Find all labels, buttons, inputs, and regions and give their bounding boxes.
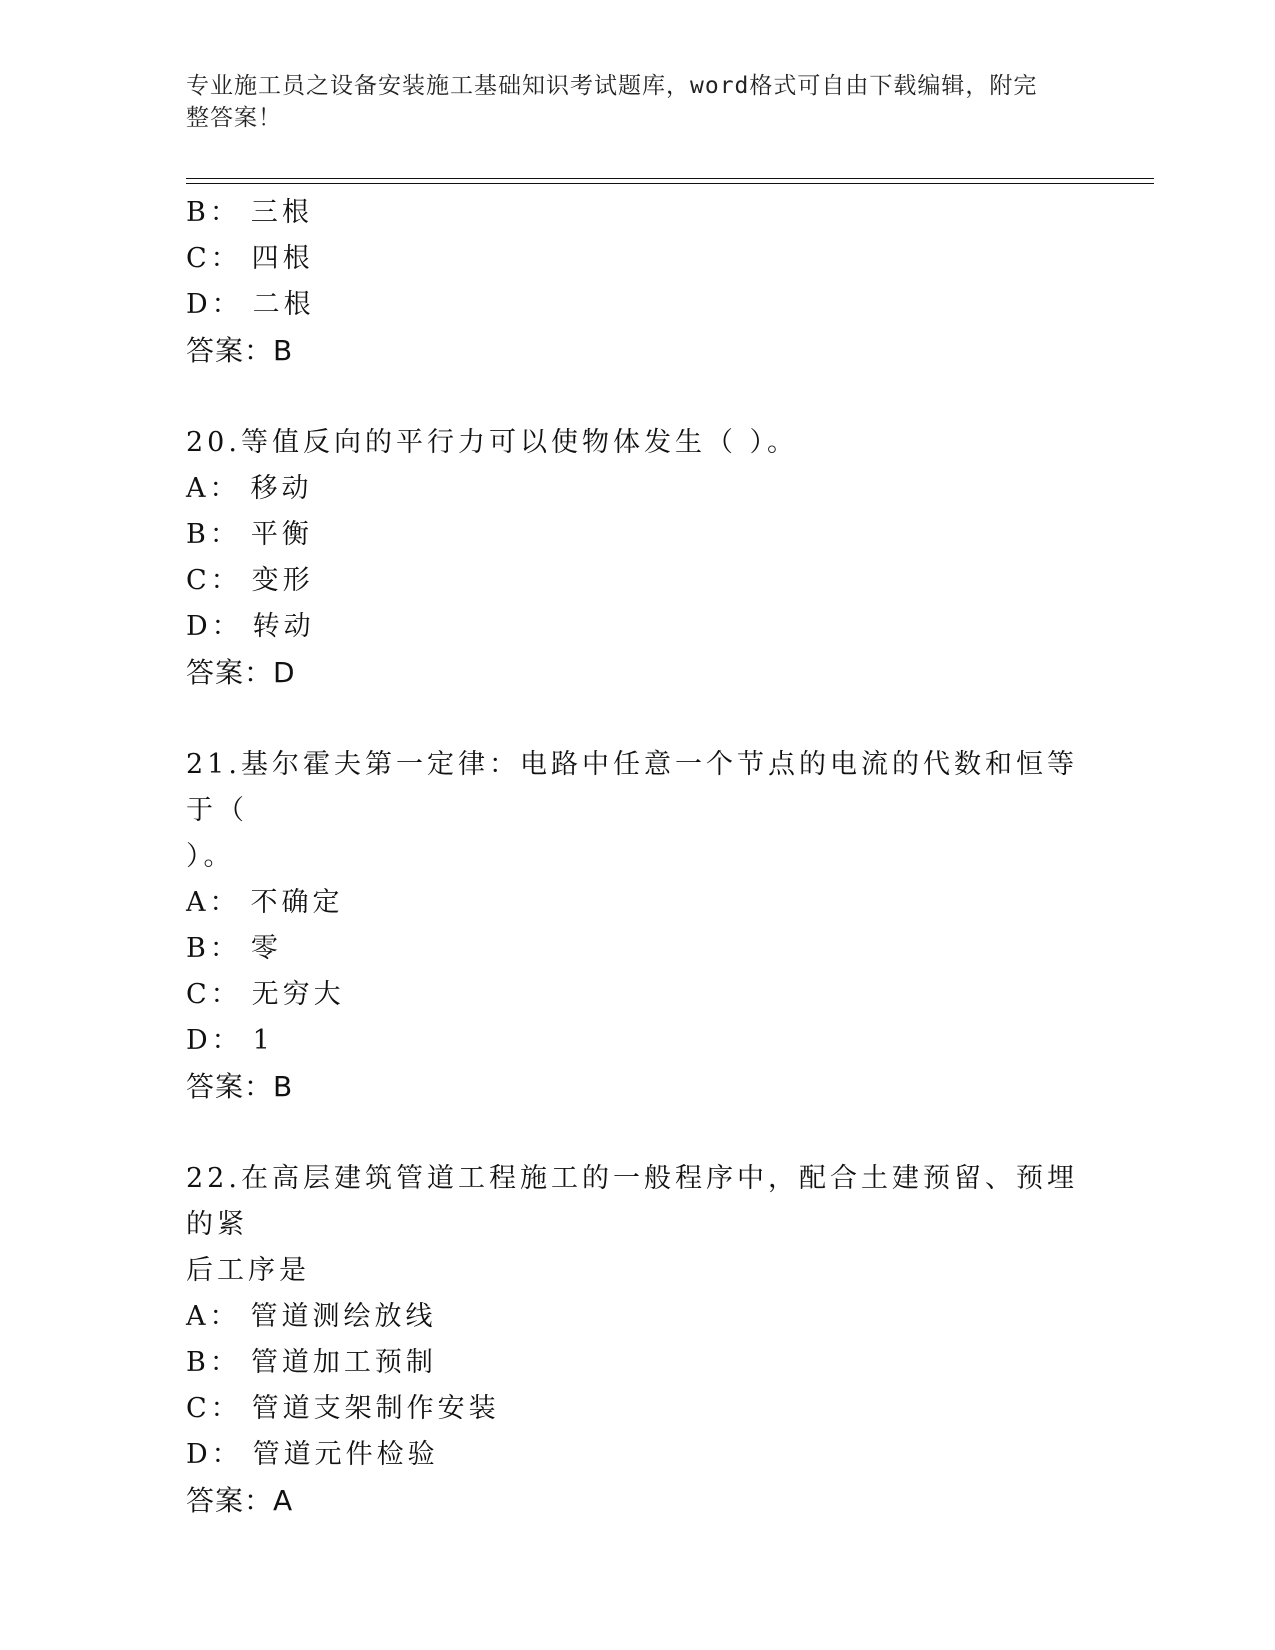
- question-stem: 21.基尔霍夫第一定律：电路中任意一个节点的电流的代数和恒等于（: [186, 749, 1078, 826]
- option-d: D： 1: [186, 1025, 274, 1056]
- question-22: [186, 1156, 1086, 1524]
- question-list: [186, 190, 1086, 1524]
- option-a: A： 不确定: [186, 887, 344, 918]
- header-rule-bottom: [186, 183, 1154, 184]
- option-c: C： 四根: [186, 243, 314, 274]
- question-21: [186, 742, 1086, 1110]
- option-d: D： 转动: [186, 611, 315, 642]
- answer-line: 答案：A: [186, 1484, 294, 1517]
- question-stem: 20.等值反向的平行力可以使物体发生（ ）。: [186, 427, 799, 458]
- question-20: [186, 420, 1086, 696]
- answer-line: 答案：B: [186, 1070, 294, 1103]
- question-stem-cont: ）。: [186, 841, 235, 872]
- option-c: C： 变形: [186, 565, 314, 596]
- option-a: A： 移动: [186, 473, 313, 504]
- answer-line: 答案：D: [186, 656, 296, 689]
- option-b: B： 三根: [186, 197, 313, 228]
- option-c: C： 管道支架制作安装: [186, 1393, 500, 1424]
- option-d: D： 二根: [186, 289, 315, 320]
- option-b: B： 零: [186, 933, 282, 964]
- option-a: A： 管道测绘放线: [186, 1301, 437, 1332]
- header-rule-top: [186, 178, 1154, 179]
- header-line-2: 整答案！: [186, 105, 282, 131]
- option-b: B： 管道加工预制: [186, 1347, 437, 1378]
- option-c: C： 无穷大: [186, 979, 345, 1010]
- document-header: [186, 70, 1066, 134]
- question-stem-cont: 后工序是: [186, 1255, 310, 1286]
- question-19-tail: [186, 190, 1086, 374]
- option-d: D： 管道元件检验: [186, 1439, 439, 1470]
- question-stem: 22.在高层建筑管道工程施工的一般程序中，配合土建预留、预埋的紧: [186, 1163, 1078, 1240]
- option-b: B： 平衡: [186, 519, 313, 550]
- header-line-1: 专业施工员之设备安装施工基础知识考试题库，word格式可自由下载编辑，附完: [186, 73, 1038, 99]
- answer-line: 答案：B: [186, 334, 294, 367]
